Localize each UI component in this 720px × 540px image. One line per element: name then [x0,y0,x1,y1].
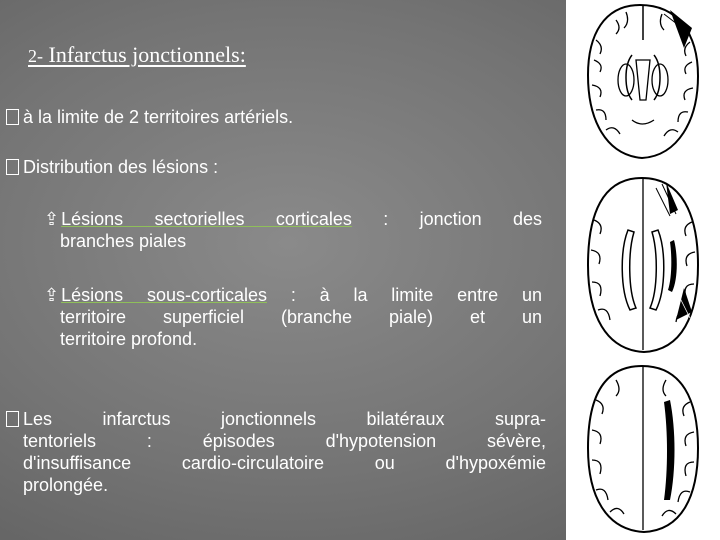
para-line4: prolongée. [23,475,109,495]
brain-section-centrum-ovale-icon [566,360,720,540]
sub1-rest: : jonction des [351,209,542,229]
title-number: 2- [28,46,43,66]
sub2-rest: : à la limite entre un [267,285,542,305]
brain-figures-panel [566,0,720,540]
paragraph-bilateraux [6,408,546,496]
arrow-icon: ⇪ [44,285,60,305]
bullet-box-icon [6,159,19,175]
bullet-text: à la limite de 2 territoires artériels. [23,107,294,127]
brain-section-ventricles-icon [566,170,720,360]
sub-bullet-sous-corticales [44,284,542,350]
bullet-distribution [6,156,218,178]
bullet-limite [6,106,293,128]
para-line3: d'insuffisance cardio-circulatoire ou d'hypoxémie [23,453,546,473]
brain-section-basal-ganglia-icon [566,0,720,165]
bullet-box-icon [6,109,19,125]
bullet-text: Distribution des lésions : [23,157,219,177]
bullet-box-icon [6,411,19,427]
sub2-line3: territoire profond. [60,329,198,349]
sub-bullet-corticales [44,208,542,252]
sub1-line2: branches piales [60,231,187,251]
para-line1: Les infarctus jonctionnels bilatéraux supra- [23,409,546,429]
arrow-icon: ⇪ [44,209,60,229]
highlight-sous-corticales: Lésions sous-corticales [61,285,267,305]
para-line2: tentoriels : épisodes d'hypotension sévère, [23,431,546,451]
highlight-corticales: Lésions sectorielles corticales [61,209,352,229]
sub2-line2: territoire superficiel (branche piale) et un [60,307,542,327]
title-text: Infarctus jonctionnels: [48,42,246,67]
slide-title [28,42,246,68]
